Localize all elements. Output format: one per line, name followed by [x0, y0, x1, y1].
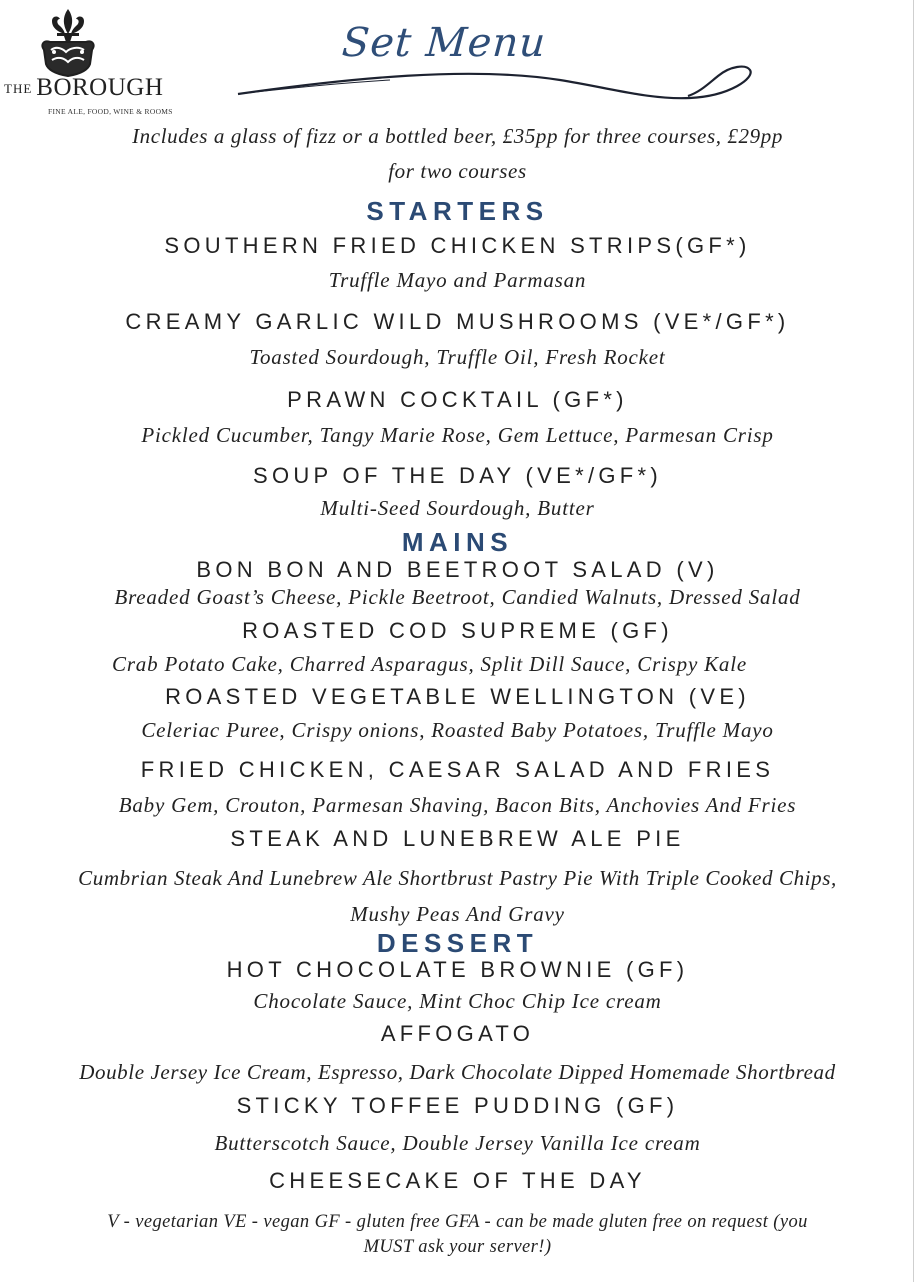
dessert-1-name: HOT CHOCOLATE BROWNIE (GF) [226, 957, 689, 982]
main-5-name: STEAK AND LUNEBREW ALE PIE [230, 826, 685, 851]
dessert-3-desc: Butterscotch Sauce, Double Jersey Vanilla Ice cream [214, 1131, 701, 1155]
starter-4-desc: Multi-Seed Sourdough, Butter [320, 496, 595, 520]
starter-3-desc: Pickled Cucumber, Tangy Marie Rose, Gem Lettuce, Parmesan Crisp [141, 423, 774, 447]
crest-icon [4, 4, 209, 122]
intro-line-2: for two courses [388, 159, 527, 183]
starter-1-name: SOUTHERN FRIED CHICKEN STRIPS(GF*) [164, 233, 751, 258]
lion-crest-icon [42, 41, 93, 76]
intro-line-1: Includes a glass of fizz or a bottled beer, £35pp for three courses, £29pp [132, 124, 783, 148]
menu-title: Set Menu [340, 20, 548, 66]
main-4-desc: Baby Gem, Crouton, Parmesan Shaving, Bacon Bits, Anchovies And Fries [118, 793, 797, 817]
main-3-name: ROASTED VEGETABLE WELLINGTON (VE) [165, 684, 750, 709]
dessert-3-name: STICKY TOFFEE PUDDING (GF) [236, 1093, 679, 1118]
mains-heading: MAINS [401, 527, 514, 557]
dessert-4-name: CHEESECAKE OF THE DAY [269, 1168, 646, 1193]
main-2-desc: Crab Potato Cake, Charred Asparagus, Split Dill Sauce, Crispy Kale [112, 652, 747, 676]
starter-3-name: PRAWN COCKTAIL (GF*) [287, 387, 628, 412]
logo-tagline: FINE ALE, FOOD, WINE & ROOMS [48, 107, 173, 116]
dietary-key-line-2: MUST ask your server!) [363, 1237, 552, 1257]
starter-4-name: SOUP OF THE DAY (VE*/GF*) [252, 463, 663, 488]
main-2-name: ROASTED COD SUPREME (GF) [242, 618, 673, 643]
logo-the: THE [4, 81, 33, 96]
main-1-desc: Breaded Goast’s Cheese, Pickle Beetroot, Candied Walnuts, Dressed Salad [114, 585, 801, 609]
starter-2-desc: Toasted Sourdough, Truffle Oil, Fresh Rocket [249, 345, 666, 369]
dessert-2-desc: Double Jersey Ice Cream, Espresso, Dark Chocolate Dipped Homemade Shortbread [79, 1060, 836, 1084]
main-5-desc: Cumbrian Steak And Lunebrew Ale Shortbrust Pastry Pie With Triple Cooked Chips, [78, 866, 837, 890]
logo-wordmark [4, 74, 206, 102]
main-1-name: BON BON AND BEETROOT SALAD (V) [196, 557, 719, 582]
dessert-heading: DESSERT [376, 928, 539, 958]
starter-2-name: CREAMY GARLIC WILD MUSHROOMS (VE*/GF*) [125, 309, 790, 334]
swoosh-flourish-icon [230, 58, 760, 108]
dessert-2-name: AFFOGATO [380, 1021, 535, 1046]
dietary-key-line-1: V - vegetarian VE - vegan GF - gluten free GFA - can be made gluten free on request (you [107, 1212, 808, 1232]
starters-heading: STARTERS [366, 196, 549, 226]
main-5-desc-cont: Mushy Peas And Gravy [350, 902, 565, 926]
main-3-desc: Celeriac Puree, Crispy onions, Roasted Baby Potatoes, Truffle Mayo [141, 718, 774, 742]
main-4-name: FRIED CHICKEN, CAESAR SALAD AND FRIES [140, 757, 775, 782]
dessert-1-desc: Chocolate Sauce, Mint Choc Chip Ice cream [253, 989, 662, 1013]
logo-borough: BOROUGH [36, 74, 164, 101]
fleur-de-lis-icon [52, 9, 84, 42]
starter-1-desc: Truffle Mayo and Parmasan [328, 268, 587, 292]
